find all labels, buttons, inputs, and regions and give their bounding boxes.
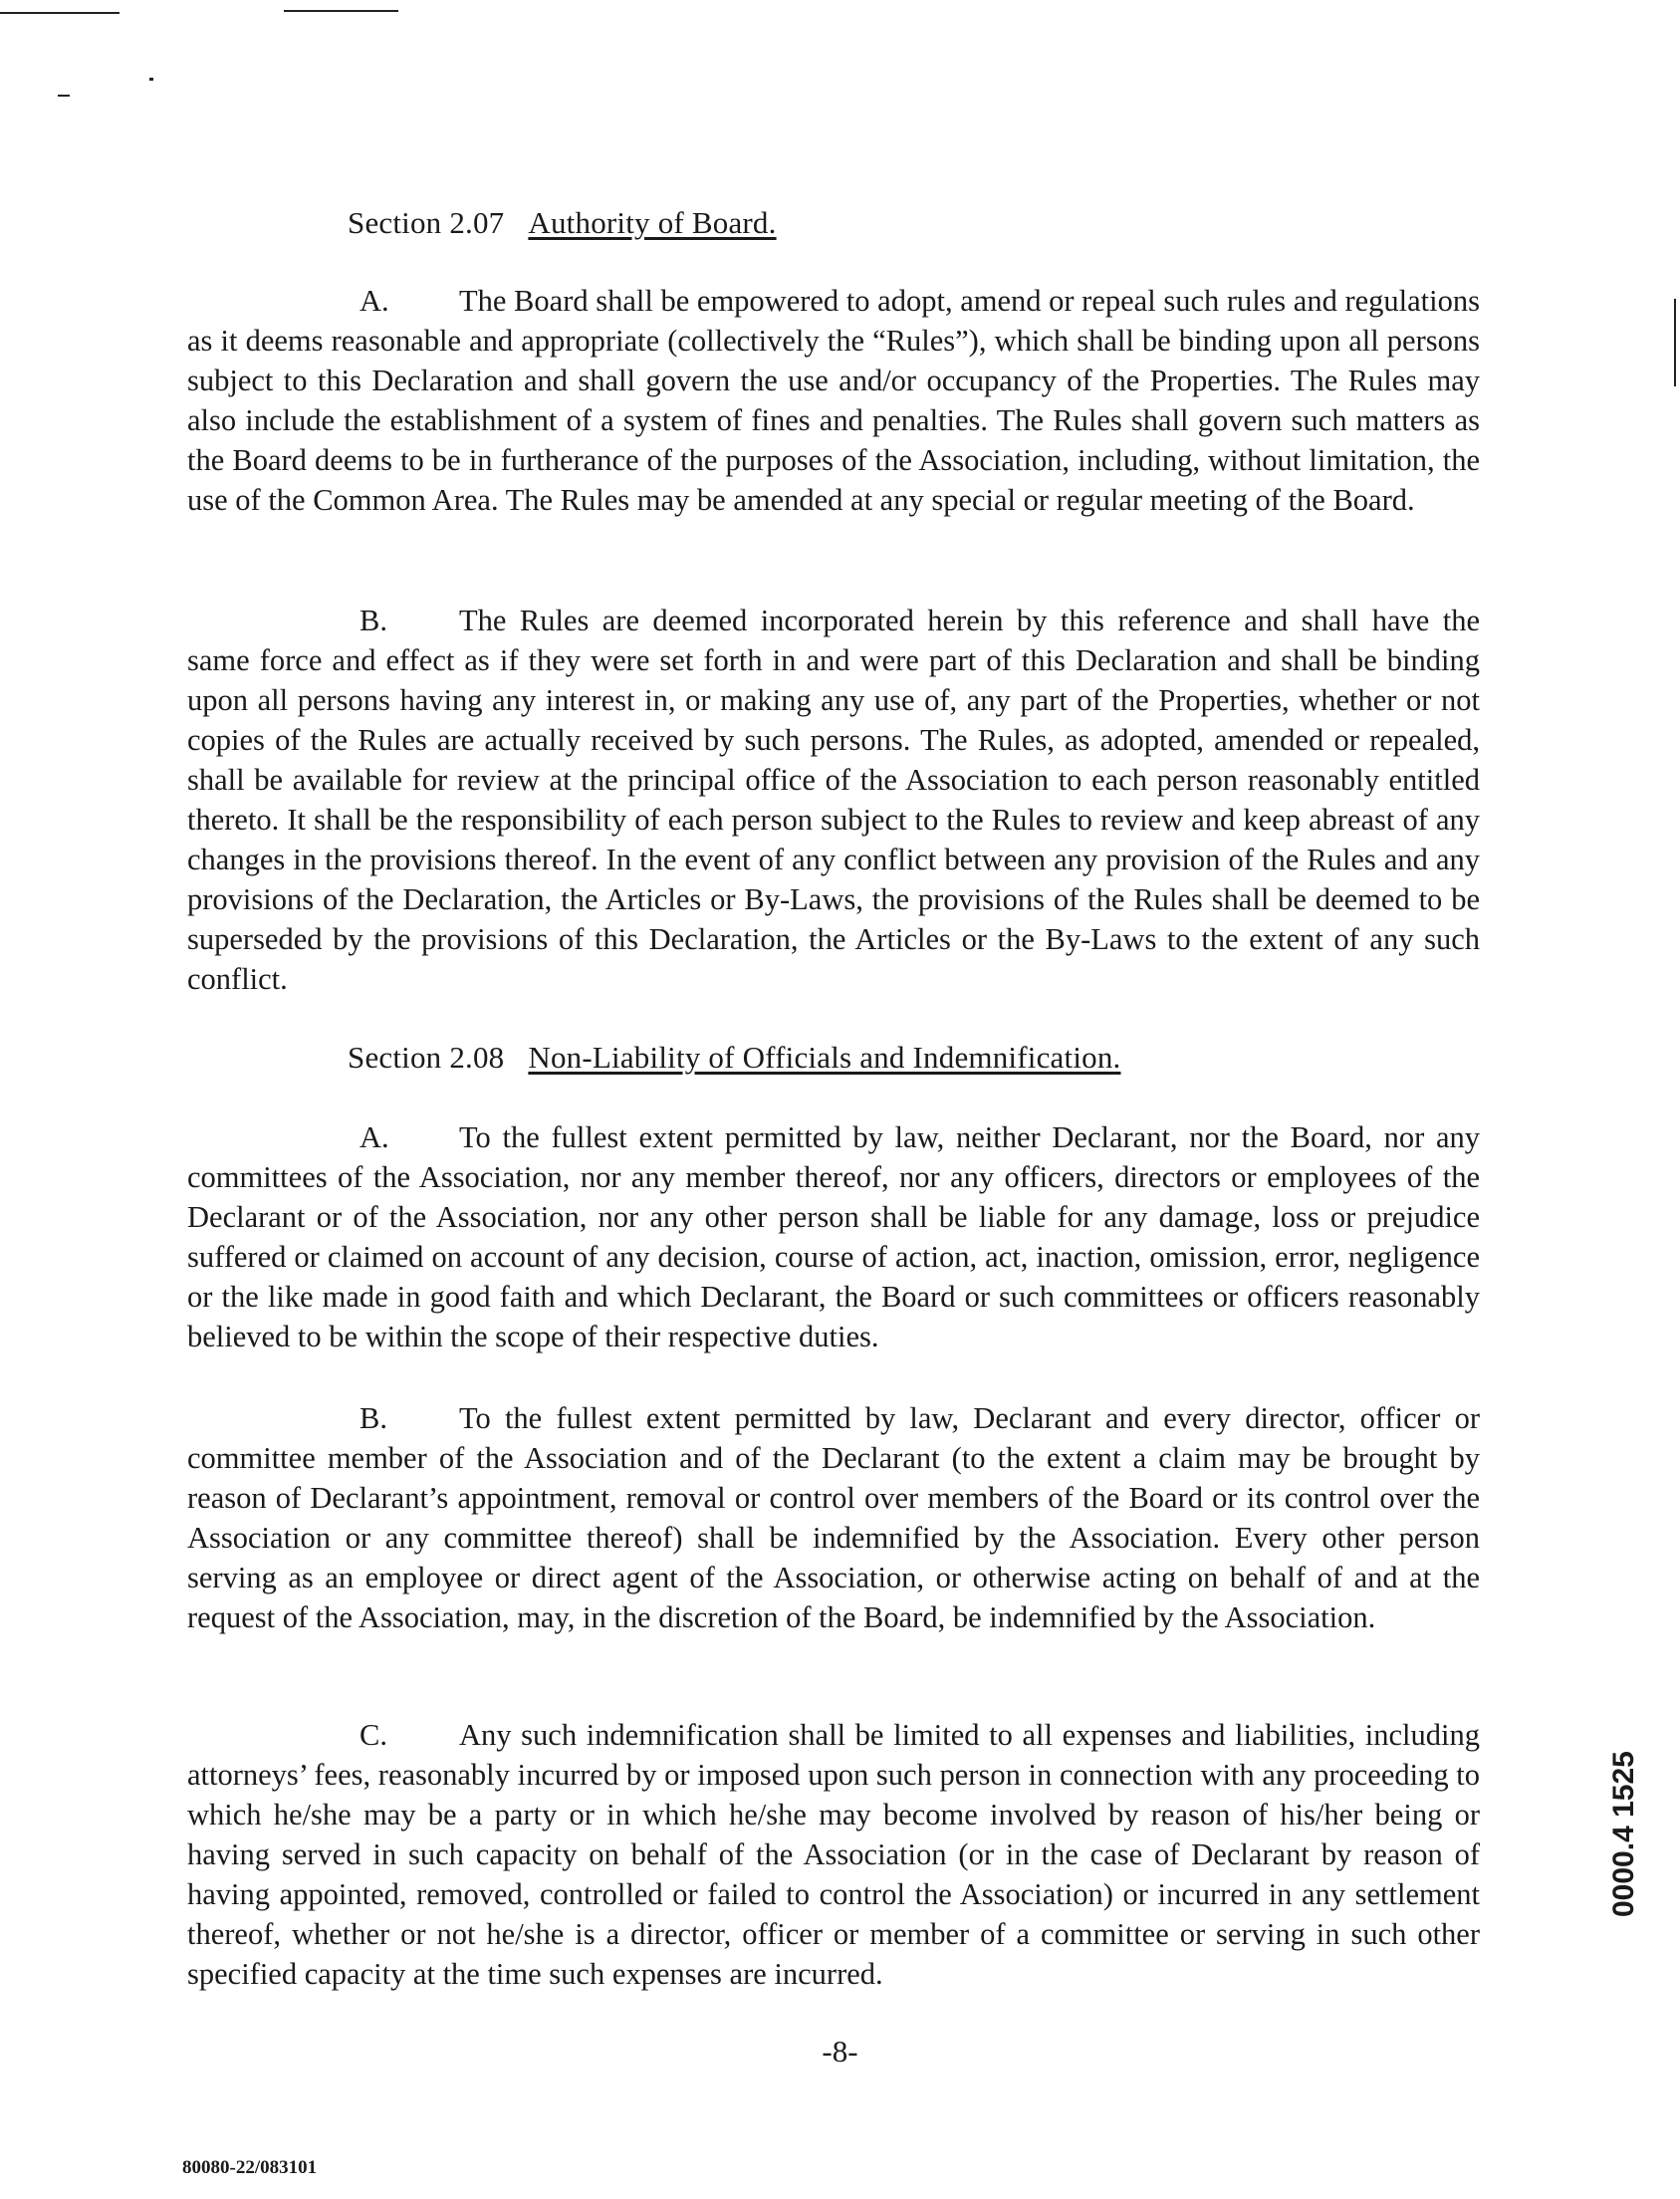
page-number: -8-: [822, 2034, 858, 2069]
recording-stamp: [1605, 1579, 1645, 1927]
paragraph-text: To the fullest extent permitted by law, Declarant and every director, officer or committee member of the Association and of the Declarant (to the extent a claim may be brought by reason of Declarant’s appointment, removal or control over members of the Board or its control over the Association or any committee thereof) shall be indemnified by the Association. Every other person serving as an employee or direct agent of the Association, or otherwise acting on behalf of and at the request of the Association, may, in the discretion of the Board, be indemnified by the Association.: [187, 1401, 1480, 1634]
paragraph-text: Any such indemnification shall be limited to all expenses and liabilities, including attorneys’ fees, reasonably incurred by or imposed upon such person in connection with any proceeding to which he/she may be a party or in which he/she may become involved by reason of his/her being or having served in such capacity on behalf of the Association (or in the case of Declarant by reason of having appointed, removed, controlled or failed to control the Association) or incurred in any settlement thereof, whether or not he/she is a director, officer or member of a committee or serving in such other specified capacity at the time such expenses are incurred.: [187, 1718, 1480, 1991]
section-title: Non-Liability of Officials and Indemnification.: [528, 1040, 1121, 1075]
paragraph-label: B.: [360, 604, 387, 637]
recording-stamp-text: 0000.4 1525: [1607, 1751, 1640, 1917]
section-title: Authority of Board.: [528, 205, 777, 240]
section-number: Section 2.07: [348, 205, 505, 240]
paragraph-2-08-a: [187, 1117, 1480, 1356]
paragraph-2-07-b: [187, 601, 1480, 999]
document-id: 80080-22/083101: [182, 2157, 318, 2178]
paragraph-text: The Board shall be empowered to adopt, amend or repeal such rules and regulations as it deems reasonable and appropriate (collectively the “Rules”), which shall be binding upon all persons subject to this Declaration and shall govern the use and/or occupancy of the Properties. The Rules may also include the establishment of a system of fines and penalties. The Rules shall govern such matters as the Board deems to be in furtherance of the purposes of the Association, including, without limitation, the use of the Common Area. The Rules may be amended at any special or regular meeting of the Board.: [187, 284, 1480, 517]
scan-artifact-margin-line: [1674, 299, 1676, 386]
paragraph-label: A.: [360, 1120, 389, 1154]
paragraph-label: C.: [360, 1718, 387, 1752]
paragraph-label: B.: [360, 1401, 387, 1435]
scan-artifact-line: [0, 12, 120, 14]
scan-artifact-line: [284, 10, 398, 12]
paragraph-label: A.: [360, 284, 389, 318]
scan-artifact-dash: [58, 95, 70, 97]
paragraph-2-07-a: [187, 281, 1480, 520]
paragraph-2-08-c: [187, 1715, 1480, 1994]
section-heading-2-08: [348, 1040, 1120, 1076]
section-number: Section 2.08: [348, 1040, 505, 1075]
scan-artifact-dot: [149, 78, 153, 81]
paragraph-text: To the fullest extent permitted by law, neither Declarant, nor the Board, nor any committees of the Association, nor any member thereof, nor any officers, directors or employees of the Declarant or of the Association, nor any other person shall be liable for any damage, loss or prejudice suffered or claimed on account of any decision, course of action, act, inaction, omission, error, negligence or the like made in good faith and which Declarant, the Board or such committees or officers reasonably believed to be within the scope of their respective duties.: [187, 1120, 1480, 1353]
paragraph-text: The Rules are deemed incorporated herein by this reference and shall have the same force and effect as if they were set forth in and were part of this Declaration and shall be binding upon all persons having any interest in, or making any use of, any part of the Properties, whether or not copies of the Rules are actually received by such persons. The Rules, as adopted, amended or repealed, shall be available for review at the principal office of the Association to each person reasonably entitled thereto. It shall be the responsibility of each person subject to the Rules to review and keep abreast of any changes in the provisions thereof. In the event of any conflict between any provision of the Rules and any provisions of the Declaration, the Articles or By-Laws, the provisions of the Rules shall be deemed to be superseded by the provisions of this Declaration, the Articles or the By-Laws to the extent of any such conflict.: [187, 604, 1480, 996]
section-heading-2-07: [348, 205, 777, 241]
paragraph-2-08-b: [187, 1398, 1480, 1637]
